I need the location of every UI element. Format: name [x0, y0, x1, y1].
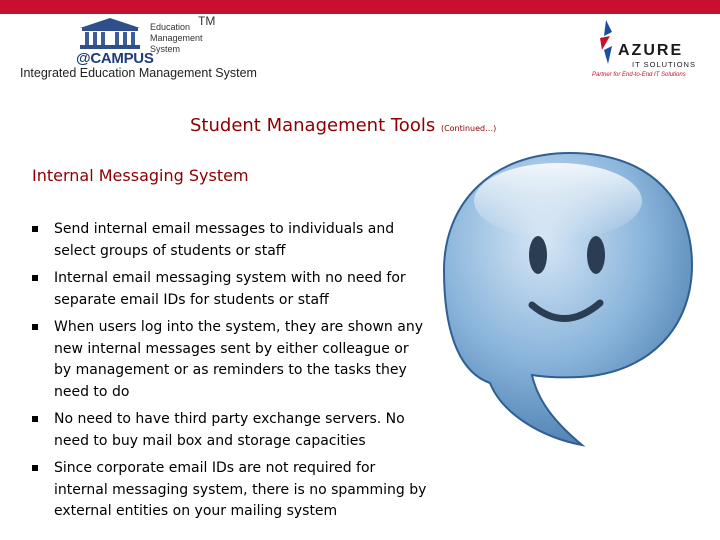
bullet-list — [30, 219, 430, 529]
azure-partner-text: Partner for End-to-End IT Solutions — [592, 72, 686, 78]
campus-building-icon — [72, 16, 148, 50]
bullet-item: Since corporate email IDs are not required for internal messaging system, there is no spamming by external entities on your mailing system — [30, 458, 430, 523]
trademark-mark: TM — [198, 14, 216, 28]
azure-wordmark: AZURE — [618, 42, 684, 59]
slide-title-suffix: (Continued…) — [440, 124, 497, 133]
azure-subtitle: IT SOLUTIONS — [632, 60, 696, 69]
campus-logo — [72, 16, 232, 66]
azure-logo — [592, 20, 710, 86]
azure-mark-icon — [596, 20, 616, 64]
header-tagline: Integrated Education Management System — [20, 66, 257, 80]
campus-stack-text — [150, 14, 216, 55]
bullet-item: Internal email messaging system with no need for separate email IDs for students or staff — [30, 268, 430, 311]
campus-wordmark: @CAMPUS — [76, 50, 154, 67]
smiley-chat-bubble-icon — [440, 145, 700, 455]
slide-title — [190, 115, 496, 136]
bullet-item: When users log into the system, they are shown any new internal messages sent by either colleague or by management or as reminders to the tasks they need to do — [30, 317, 430, 403]
top-accent-bar — [0, 0, 720, 14]
section-heading: Internal Messaging System — [32, 166, 249, 185]
campus-stack-line: Management — [150, 33, 203, 43]
campus-stack-line: System — [150, 44, 181, 54]
slide-title-text: Student Management Tools — [190, 115, 436, 136]
bullet-item: Send internal email messages to individuals and select groups of students or staff — [30, 219, 430, 262]
bullet-item: No need to have third party exchange servers. No need to buy mail box and storage capacities — [30, 409, 430, 452]
campus-stack-line: Education — [150, 22, 191, 32]
